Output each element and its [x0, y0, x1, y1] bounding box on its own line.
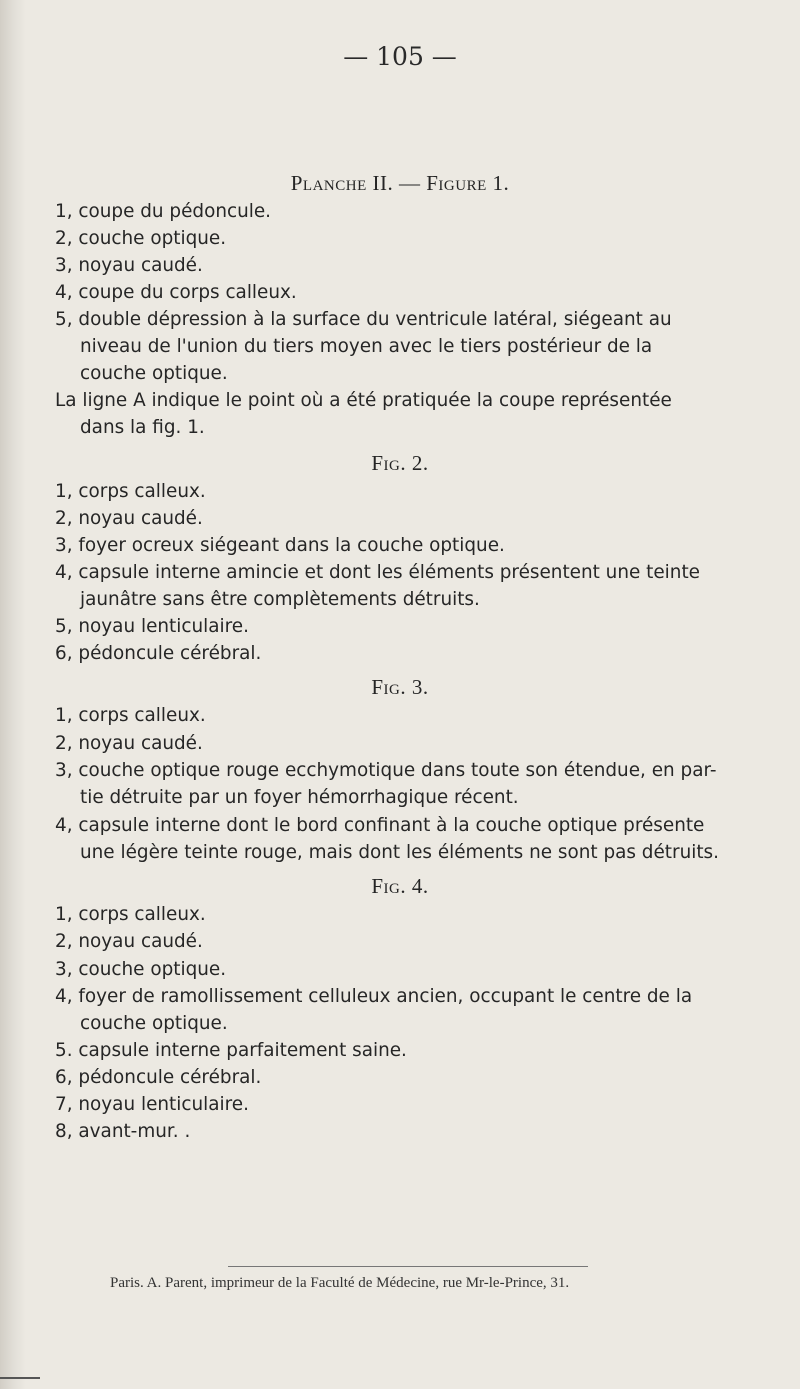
- legend-line: 1, coupe du pédoncule.: [55, 201, 272, 222]
- legend-line: niveau de l'union du tiers moyen avec le tiers postérieur de la: [80, 336, 653, 357]
- heading-figure-3: Fig. 3.: [371, 675, 429, 699]
- legend-line: La ligne A indique le point où a été pratiquée la coupe représentée: [55, 390, 672, 411]
- legend-line: tie détruite par un foyer hémorrhagique récent.: [80, 787, 519, 808]
- legend-line: 1, corps calleux.: [55, 705, 206, 726]
- legend-line: 5. capsule interne parfaitement saine.: [55, 1040, 407, 1061]
- legend-line: 3, noyau caudé.: [55, 255, 203, 276]
- heading-figure-2: Fig. 2.: [371, 451, 429, 475]
- legend-line: dans la fig. 1.: [80, 417, 205, 438]
- heading-figure-4: Fig. 4.: [371, 874, 429, 898]
- page-bottom-mark: [0, 1377, 40, 1379]
- legend-line: 5, double dépression à la surface du ventricule latéral, siégeant au: [55, 309, 672, 330]
- legend-line: 5, noyau lenticulaire.: [55, 616, 249, 637]
- footer-rule: [228, 1266, 588, 1267]
- legend-line: 2, noyau caudé.: [55, 931, 203, 952]
- legend-line: 3, couche optique.: [55, 959, 227, 980]
- legend-line: jaunâtre sans être complètements détruits.: [80, 589, 480, 610]
- legend-line: couche optique.: [80, 363, 228, 384]
- legend-line: 2, noyau caudé.: [55, 508, 203, 529]
- page-number: — 105 —: [343, 42, 457, 71]
- legend-line: couche optique.: [80, 1013, 228, 1034]
- legend-line: 1, corps calleux.: [55, 904, 206, 925]
- legend-line: 4, foyer de ramollissement celluleux ancien, occupant le centre de la: [55, 986, 693, 1007]
- legend-line: 4, capsule interne dont le bord confinant à la couche optique présente: [55, 815, 705, 836]
- legend-line: 6, pédoncule cérébral.: [55, 643, 262, 664]
- legend-line: 7, noyau lenticulaire.: [55, 1094, 249, 1115]
- legend-line: une légère teinte rouge, mais dont les éléments ne sont pas détruits.: [80, 842, 719, 863]
- legend-line: 3, foyer ocreux siégeant dans la couche optique.: [55, 535, 505, 556]
- legend-line: 3, couche optique rouge ecchymotique dans toute son étendue, en par-: [55, 760, 717, 781]
- heading-figure-1: Planche II. — Figure 1.: [290, 171, 510, 195]
- printer-imprint: Paris. A. Parent, imprimeur de la Faculté de Médecine, rue Mr-le-Prince, 31.: [110, 1275, 570, 1291]
- legend-line: 6, pédoncule cérébral.: [55, 1067, 262, 1088]
- legend-line: 2, couche optique.: [55, 228, 227, 249]
- legend-line: 4, capsule interne amincie et dont les éléments présentent une teinte: [55, 562, 700, 583]
- legend-line: 1, corps calleux.: [55, 481, 206, 502]
- legend-line: 8, avant-mur. .: [55, 1121, 191, 1142]
- legend-line: 4, coupe du corps calleux.: [55, 282, 297, 303]
- legend-line: 2, noyau caudé.: [55, 733, 203, 754]
